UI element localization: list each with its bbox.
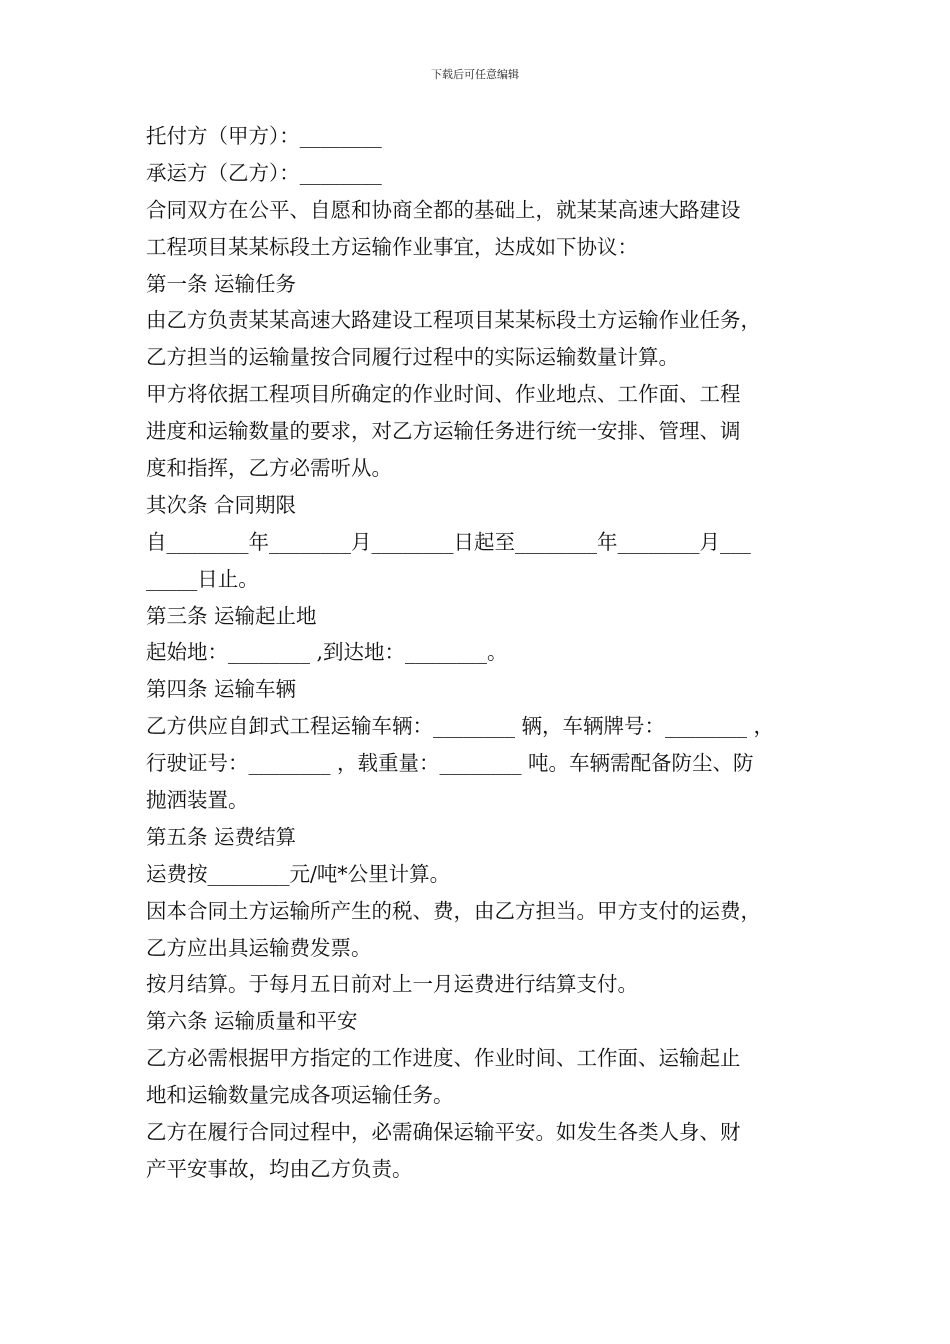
text-line: 托付方（甲方）：________ [146,124,382,148]
text-line: 甲方将依据工程项目所确定的作业时间、作业地点、工作面、工程 [146,382,741,407]
text-line: 乙方在履行合同过程中，必需确保运输平安。如发生各类人身、财 [146,1120,741,1145]
text-line: 乙方必需根据甲方指定的工作进度、作业时间、工作面、运输起止 [146,1046,741,1071]
section-heading: 其次条 合同期限 [146,492,297,517]
page-header: 下载后可任意编辑 [431,68,519,81]
text-line: 乙方担当的运输量按合同履行过程中的实际运输数量计算。 [146,345,679,370]
text-line: 按月结算。于每月五日前对上一月运费进行结算支付。 [146,972,638,997]
text-line: 合同双方在公平、自愿和协商全都的基础上，就某某高速大路建设 [146,197,741,222]
text-line: 自________年________月________日起至________年________月___ [146,529,751,554]
section-heading: 第四条 运输车辆 [146,677,297,702]
text-line: 因本合同土方运输所产生的税、费，由乙方担当。甲方支付的运费， [146,898,761,923]
text-line: 承运方（乙方）：________ [146,160,382,185]
text-line: 起始地：________ ,到达地：________。 [146,640,508,665]
text-line: 地和运输数量完成各项运输任务。 [146,1083,454,1108]
text-line: 乙方供应自卸式工程运输车辆：________ 辆，车辆牌号：________ ， [146,714,775,739]
text-line: 产平安事故，均由乙方负责。 [146,1156,413,1181]
document-body [146,118,836,1188]
text-line: 行驶证号：________ ，载重量：________ 吨。车辆需配备防尘、防 [146,751,754,776]
text-line: 运费按________元/吨*公里计算。 [146,861,451,886]
text-line: 度和指挥，乙方必需听从。 [146,456,392,481]
section-heading: 第五条 运费结算 [146,824,297,849]
text-line: 乙方应出具运输费发票。 [146,935,372,960]
text-line: 由乙方负责某某高速大路建设工程项目某某标段土方运输作业任务， [146,308,761,333]
text-line: 进度和运输数量的要求，对乙方运输任务进行统一安排、管理、调 [146,419,741,444]
section-heading: 第一条 运输任务 [146,271,297,296]
text-line: _____日止。 [146,566,259,591]
section-heading: 第三条 运输起止地 [146,603,317,628]
section-heading: 第六条 运输质量和平安 [146,1009,358,1034]
text-line: 抛洒装置。 [146,788,249,813]
text-line: 工程项目某某标段土方运输作业事宜，达成如下协议： [146,234,638,259]
